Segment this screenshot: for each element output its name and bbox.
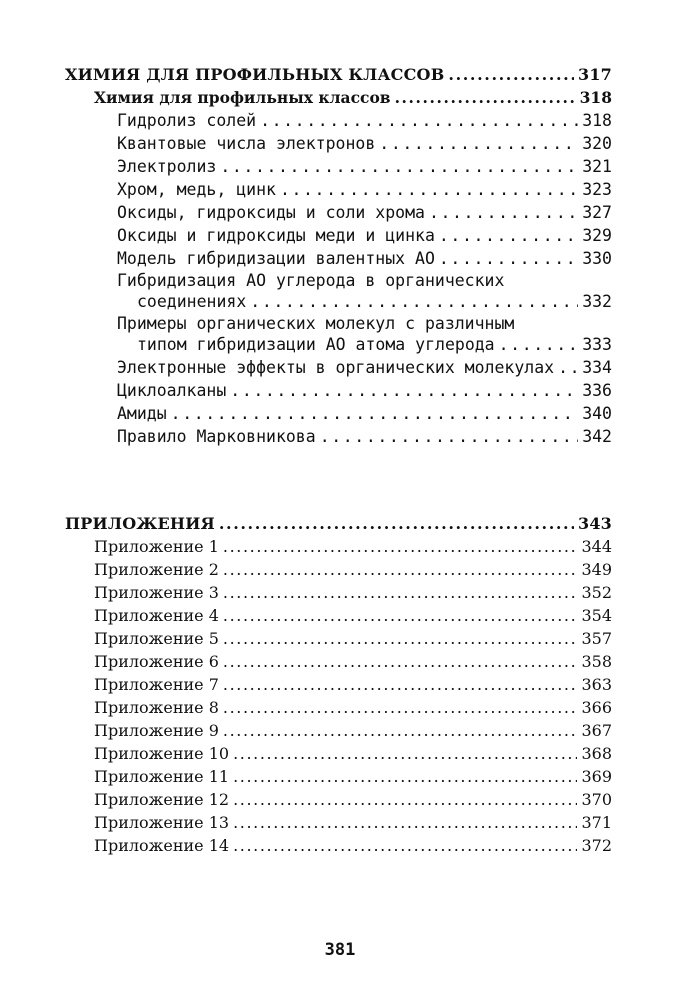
toc-entry[interactable] (65, 356, 612, 379)
toc-entry-label: Электронные эффекты в органических молекулах (117, 358, 555, 377)
toc-entry-line2 (117, 291, 612, 313)
toc-entry-appendix[interactable] (65, 834, 612, 857)
toc-entry-appendix[interactable] (65, 765, 612, 788)
toc-entry-label-line1: Примеры органических молекул с различным (117, 314, 515, 333)
leader-dots (219, 512, 574, 535)
leader-dots (233, 742, 577, 765)
leader-dots (429, 201, 578, 224)
toc-entry-appendix[interactable] (65, 719, 612, 742)
toc-entry-label: Модель гибридизации валентных АО (117, 249, 435, 268)
toc-subheading-page: 318 (579, 88, 612, 107)
toc-entry-page: 363 (581, 675, 612, 694)
toc-entry-page: 352 (581, 583, 612, 602)
toc-entry-appendix[interactable] (65, 742, 612, 765)
toc-section-appendices (65, 512, 612, 857)
toc-entry[interactable] (65, 155, 612, 178)
toc-entry-label: Квантовые числа электронов (117, 134, 376, 153)
leader-dots (320, 425, 579, 448)
toc-entry-page: 327 (582, 203, 612, 222)
toc-entry-label: Приложение 7 (94, 675, 219, 694)
toc-entry-label-line2: соединениях (137, 292, 247, 311)
toc-entry-label: Приложение 1 (94, 537, 219, 556)
toc-entry-multiline[interactable] (65, 270, 612, 313)
toc-entry-page: 330 (582, 249, 612, 268)
leader-dots (220, 155, 578, 178)
toc-entry-page: 370 (581, 790, 612, 809)
leader-dots (233, 788, 577, 811)
toc-entry-page: 320 (582, 134, 612, 153)
toc-entry[interactable] (65, 379, 612, 402)
toc-entry-appendix[interactable] (65, 581, 612, 604)
toc-entry-page: 336 (582, 381, 612, 400)
toc-entry-label: Приложение 14 (94, 836, 230, 855)
page-number: 381 (324, 940, 356, 960)
toc-entry-page: 342 (582, 427, 612, 446)
toc-entry-label: Приложение 5 (94, 629, 219, 648)
leader-dots (439, 247, 578, 270)
toc-entry-appendix[interactable] (65, 673, 612, 696)
toc-entry-appendix[interactable] (65, 788, 612, 811)
toc-entry-page: 318 (582, 111, 612, 130)
toc-entry-label: Приложение 10 (94, 744, 230, 763)
toc-entry-label: Циклоалканы (117, 381, 227, 400)
toc-entry-page: 321 (582, 157, 612, 176)
toc-entry-appendix[interactable] (65, 627, 612, 650)
toc-entry-page: 372 (581, 836, 612, 855)
leader-dots (233, 834, 577, 857)
leader-dots (233, 765, 577, 788)
leader-dots (223, 650, 578, 673)
toc-entry-page: 334 (582, 358, 612, 377)
toc-heading[interactable] (65, 512, 612, 535)
toc-entry-page: 366 (581, 698, 612, 717)
leader-dots (250, 291, 578, 312)
toc-entry-page: 354 (581, 606, 612, 625)
toc-heading[interactable] (65, 63, 612, 86)
leader-dots (223, 673, 578, 696)
toc-entry[interactable] (65, 247, 612, 270)
toc-entry-label: Приложение 4 (94, 606, 219, 625)
leader-dots (171, 402, 579, 425)
toc-entry-label: Электролиз (117, 157, 217, 176)
leader-dots (223, 581, 578, 604)
leader-dots (448, 63, 574, 86)
toc-entry-label: Амиды (117, 404, 167, 423)
leader-dots (379, 132, 578, 155)
leader-dots (223, 627, 578, 650)
toc-subheading-title: Химия для профильных классов (94, 88, 391, 107)
toc-heading-title: ПРИЛОЖЕНИЯ (65, 514, 215, 533)
toc-entry-page: 344 (581, 537, 612, 556)
leader-dots (223, 696, 578, 719)
toc-entry-page: 371 (581, 813, 612, 832)
toc-entry-label: Приложение 12 (94, 790, 230, 809)
toc-entry-appendix[interactable] (65, 811, 612, 834)
toc-entry-page: 358 (581, 652, 612, 671)
toc-entry-label: Хром, медь, цинк (117, 180, 276, 199)
toc-heading-page: 343 (578, 514, 612, 533)
toc-entry[interactable] (65, 224, 612, 247)
toc-entry-page: 349 (581, 560, 612, 579)
toc-entry-appendix[interactable] (65, 650, 612, 673)
toc-heading-page: 317 (578, 65, 612, 84)
toc-entry[interactable] (65, 402, 612, 425)
toc-entry-label: Приложение 11 (94, 767, 230, 786)
toc-entry-label-line2: типом гибридизации АО атома углерода (137, 335, 495, 354)
toc-entry[interactable] (65, 132, 612, 155)
toc-entry-page: 323 (582, 180, 612, 199)
toc-entry-label: Приложение 13 (94, 813, 230, 832)
leader-dots (230, 379, 578, 402)
toc-entry-page: 357 (581, 629, 612, 648)
leader-dots (260, 109, 578, 132)
leader-dots (233, 811, 577, 834)
leader-dots (395, 86, 576, 109)
toc-section-chemistry (65, 63, 612, 448)
toc-entry[interactable] (65, 425, 612, 448)
toc-entry-page: 369 (581, 767, 612, 786)
leader-dots (499, 334, 579, 355)
toc-entry-appendix[interactable] (65, 604, 612, 627)
leader-dots (223, 604, 578, 627)
toc-entry-label-line1: Гибридизация АО углерода в органических (117, 271, 505, 290)
toc-entry-label: Правило Марковникова (117, 427, 316, 446)
leader-dots (558, 356, 578, 379)
toc-entry[interactable] (65, 201, 612, 224)
toc-entry-appendix[interactable] (65, 535, 612, 558)
toc-entry-label: Гидролиз солей (117, 111, 257, 130)
toc-entry-multiline[interactable] (65, 313, 612, 356)
toc-entry-page: 367 (581, 721, 612, 740)
toc-entry-appendix[interactable] (65, 558, 612, 581)
toc-entry[interactable] (65, 109, 612, 132)
leader-dots (223, 558, 578, 581)
leader-dots (223, 535, 578, 558)
leader-dots (280, 178, 578, 201)
toc-entry-label: Приложение 6 (94, 652, 219, 671)
toc-entry-page: 333 (582, 335, 612, 354)
toc-entry-page: 340 (582, 404, 612, 423)
toc-entry-page: 368 (581, 744, 612, 763)
toc-entry-page: 329 (582, 226, 612, 245)
toc-entry-label: Оксиды и гидроксиды меди и цинка (117, 226, 435, 245)
toc-entry-line2 (117, 334, 612, 356)
toc-entry[interactable] (65, 178, 612, 201)
toc-entry-label: Приложение 9 (94, 721, 219, 740)
toc-heading-title: ХИМИЯ ДЛЯ ПРОФИЛЬНЫХ КЛАССОВ (65, 65, 445, 84)
toc-entry-label: Оксиды, гидроксиды и соли хрома (117, 203, 425, 222)
toc-entry-page: 332 (582, 292, 612, 311)
leader-dots (439, 224, 578, 247)
toc-entry-label: Приложение 3 (94, 583, 219, 602)
leader-dots (223, 719, 578, 742)
toc-entry-label: Приложение 2 (94, 560, 219, 579)
toc-subheading[interactable] (65, 86, 612, 109)
toc-entry-label: Приложение 8 (94, 698, 219, 717)
toc-entry-appendix[interactable] (65, 696, 612, 719)
